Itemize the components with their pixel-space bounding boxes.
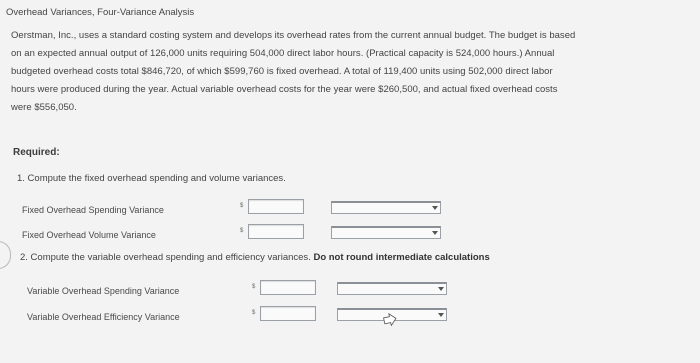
question-2-text (20, 252, 490, 263)
page-title: Overhead Variances, Four-Variance Analysis (6, 7, 195, 18)
problem-line: were $556,050. (11, 102, 77, 113)
chevron-down-icon (438, 287, 444, 291)
fixed-spending-variance-amount-input[interactable] (248, 199, 304, 214)
problem-line: on an expected annual output of 126,000 units requiring 504,000 direct labor hours. (Practical capacity is 524,000 hours.) Annual (11, 48, 555, 59)
chevron-down-icon (438, 313, 444, 317)
required-heading: Required: (13, 147, 60, 158)
currency-symbol: $ (252, 284, 256, 290)
variable-spending-variance-amount-input[interactable] (260, 280, 316, 295)
question-1-text: 1. Compute the fixed overhead spending and volume variances. (17, 173, 286, 184)
currency-symbol: $ (240, 203, 244, 209)
problem-statement (11, 27, 694, 117)
problem-line: hours were produced during the year. Actual variable overhead costs for the year were $260,500, and actual fixed overhead costs (11, 84, 558, 95)
currency-symbol: $ (240, 228, 244, 234)
fixed-spending-variance-label: Fixed Overhead Spending Variance (22, 205, 164, 215)
problem-line: budgeted overhead costs total $846,720, of which $599,760 is fixed overhead. A total of 119,400 units using 502,000 direct labor (11, 66, 553, 77)
fixed-volume-variance-label: Fixed Overhead Volume Variance (22, 230, 156, 240)
rounding-instruction: Do not round intermediate calculations (313, 252, 490, 263)
variable-spending-variance-type-select[interactable] (337, 282, 447, 295)
fixed-spending-variance-type-select[interactable] (331, 201, 441, 214)
fixed-volume-variance-amount-input[interactable] (248, 224, 304, 239)
variable-efficiency-variance-label: Variable Overhead Efficiency Variance (27, 312, 180, 322)
currency-symbol: $ (252, 310, 256, 316)
variable-efficiency-variance-amount-input[interactable] (260, 306, 316, 321)
side-panel-handle-icon[interactable] (0, 241, 11, 269)
mouse-pointer-icon (382, 312, 404, 326)
chevron-down-icon (432, 231, 438, 235)
question-2-label: 2. Compute the variable overhead spending and efficiency variances. (20, 252, 311, 263)
fixed-volume-variance-type-select[interactable] (331, 226, 441, 239)
problem-line: Oerstman, Inc., uses a standard costing system and develops its overhead rates from the current annual budget. The budget is based (11, 30, 576, 41)
variable-spending-variance-label: Variable Overhead Spending Variance (27, 286, 180, 296)
chevron-down-icon (432, 206, 438, 210)
